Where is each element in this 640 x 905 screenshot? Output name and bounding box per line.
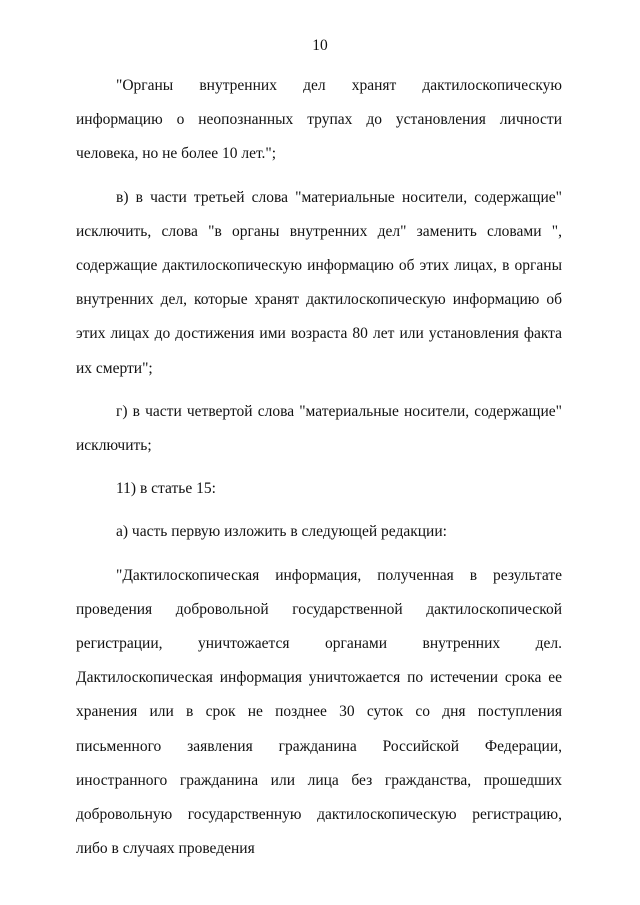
- paragraph-6: "Дактилоскопическая информация, полученная в результате проведения добровольной государственной дактилоскопической регистрации, уничтожается органами внутренних дел. Дактилоскопическая информация уничтожается по истечении срока ее хранения или в срок не позднее 30 суток со дня поступления письменного заявления гражданина Российской Федерации, иностранного гражданина или лица без гражданства, прошедших добровольную государственную дактилоскопическую регистрацию, либо в случаях проведения: [76, 566, 562, 858]
- paragraph-4: 11) в статье 15:: [116, 480, 216, 498]
- page-number: 10: [312, 37, 328, 54]
- paragraph-2: в) в части третьей слова "материальные носители, содержащие" исключить, слова "в органы внутренних дел" заменить словами ", содержащие дактилоскопическую информацию об этих лицах, в органы внутренних дел, которые хранят дактилоскопическую информацию об этих лицах до достижения ими возраста 80 лет или установления факта их смерти";: [76, 188, 562, 377]
- paragraph-1: "Органы внутренних дел хранят дактилоскопическую информацию о неопознанных трупах до установления личности человека, но не более 10 лет.";: [76, 77, 562, 163]
- paragraph-3: г) в части четвертой слова "материальные носители, содержащие" исключить;: [76, 402, 562, 455]
- paragraph-5: а) часть первую изложить в следующей редакции:: [116, 523, 447, 541]
- document-body: [76, 69, 562, 866]
